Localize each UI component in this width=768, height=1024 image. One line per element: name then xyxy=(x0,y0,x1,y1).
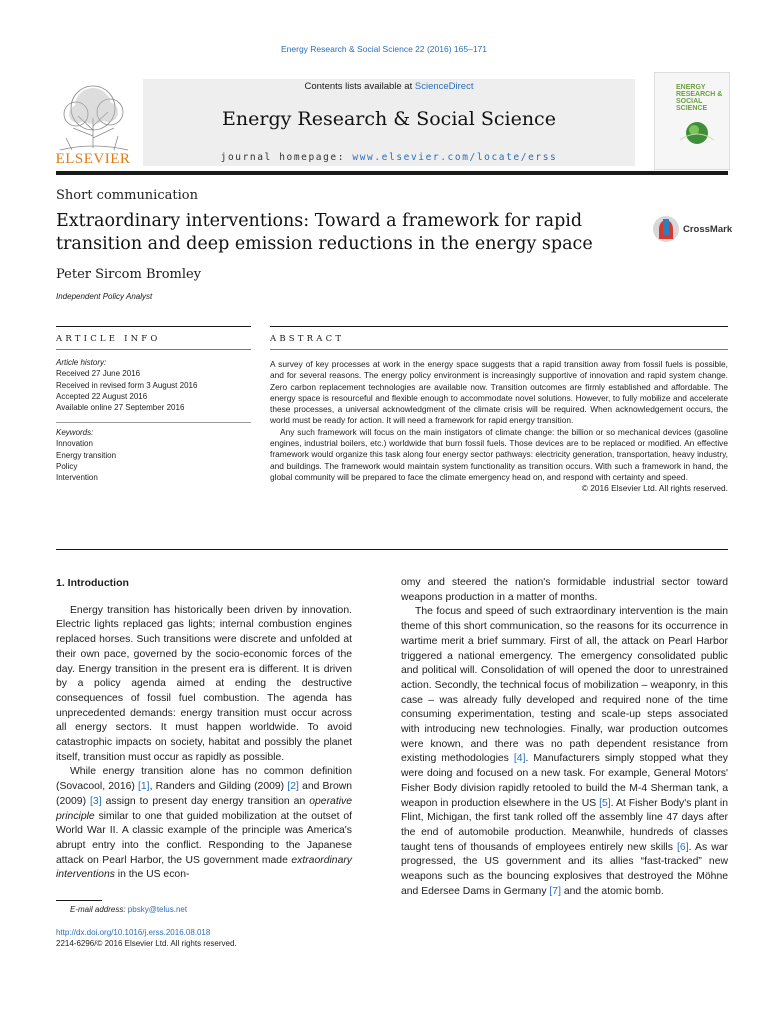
body-right-column xyxy=(401,576,728,899)
doi-line xyxy=(56,927,210,938)
continued-paragraph: omy and steered the nation's formidable industrial sector toward weapons production in a matter of months. xyxy=(401,577,728,603)
keyword-item: Policy xyxy=(56,461,78,471)
article-type: Short communication xyxy=(56,188,198,203)
issn-line: 2214-6296/© 2016 Elsevier Ltd. All rights reserved. xyxy=(56,939,237,948)
email-link[interactable]: pbsky@telus.net xyxy=(127,905,188,914)
keywords-rule xyxy=(56,422,251,423)
copyright-line: © 2016 Elsevier Ltd. All rights reserved. xyxy=(581,483,728,494)
body-left-column xyxy=(56,576,352,883)
crossmark-label[interactable]: CrossMark xyxy=(683,224,733,235)
email-label: E-mail address: xyxy=(70,905,128,914)
text-run: in the US econ- xyxy=(114,869,190,881)
history-received: Received 27 June 2016 xyxy=(56,369,141,379)
text-run: . At Fisher Body's plant in Flint, Michigan, the first tank rolled off the assembly line 47 days after the end of automobile production. Meanwhile, hundreds of classes taught tens of thousands of employees entirely new skills xyxy=(401,797,728,853)
text-run: While energy transition alone has no common definition (Sovacool, 2016) xyxy=(56,766,352,793)
abstract-body xyxy=(270,359,728,495)
emphasis-extraordinary-interventions: extraordinary interventions xyxy=(56,854,352,881)
email-footnote xyxy=(70,904,187,915)
cover-globe-graphic xyxy=(676,118,718,148)
citation-link-7[interactable]: [7] xyxy=(549,885,561,897)
text-run: . Manufacturers simply stopped what they were doing and focused on a new task. For example, General Motors' Fisher Body division rapidly retooled to build the M-4 Sherman tank, a weapon in production elsewhere in the US xyxy=(401,753,728,809)
elsevier-wordmark: ELSEVIER xyxy=(55,151,131,167)
citation-link-2[interactable]: [2] xyxy=(287,781,299,793)
history-accepted: Accepted 22 August 2016 xyxy=(56,391,148,401)
article-info-heading: ARTICLE INFO xyxy=(56,334,161,344)
contents-line xyxy=(143,81,635,92)
author-name: Peter Sircom Bromley xyxy=(56,267,202,282)
abstract-bottom-rule xyxy=(56,549,728,550)
text-run: . As war progressed, the US government and its allies “fast-tracked” new weapons such as the bouncing explosives that destroyed the Möhne and Edersee Dams in Germany xyxy=(401,841,728,897)
intro-paragraph-2 xyxy=(56,765,352,883)
focus-paragraph xyxy=(401,605,728,899)
footnote-rule xyxy=(56,900,102,901)
journal-title: Energy Research & Social Science xyxy=(222,108,556,130)
abstract-paragraph-1: A survey of key processes at work in the energy space suggests that a rapid transition away from fossil fuels is possible, and for several reasons. The energy policy environment is increasingly supportive of innovation and rapid system change. Zero carbon replacement technologies are available now. Transition outcomes are firmly established and affordable. The energy space is resourceful and flexible enough to accommodate novel solutions. However, to fully mobilize and accelerate these processes, a universal acknowledgment of the climate crisis will be required. When acknowledgement occurs, the world must be ready for action. It will need a framework for rapid energy transition. xyxy=(270,359,728,426)
cover-title: ENERGY RESEARCH & SOCIAL SCIENCE xyxy=(676,84,723,112)
history-label: Article history: xyxy=(56,358,107,367)
abstract-heading: ABSTRACT xyxy=(270,334,345,344)
author-affiliation: Independent Policy Analyst xyxy=(56,292,153,301)
text-run: and the atomic bomb. xyxy=(560,885,664,897)
abstract-rule xyxy=(270,326,728,327)
doi-link[interactable]: http://dx.doi.org/10.1016/j.erss.2016.08.018 xyxy=(56,928,211,937)
abstract-subrule xyxy=(270,349,728,350)
homepage-link[interactable]: www.elsevier.com/locate/erss xyxy=(352,152,558,163)
abstract-paragraph-2: Any such framework will focus on the main instigators of climate change: the billion or so mechanical devices (gasoline engines, industrial boilers, etc.) worldwide that burn fossil fuels. Those devices are to be replaced or modified. An effective framework would organize this task along four energy sector pathways: electricity generation, transportation, heavy industry, and buildings. The framework would maintain system functionality as transition occurs. With such a framework in hand, the global community will be prepared to face the climate emergency head on, and respond with certainty and speed. xyxy=(270,426,728,482)
keyword-item: Energy transition xyxy=(56,450,117,460)
article-history xyxy=(56,357,251,413)
citation-link-5[interactable]: [5] xyxy=(599,797,611,809)
citation-link-3[interactable]: [3] xyxy=(90,795,102,807)
text-run: The focus and speed of such extraordinary intervention is the main theme of this short communication, so the reasons for its occurrence in wartime merit a brief summary. First of all, the attack on Pearl Harbor triggered a national emergency. The emergency consolidated public and political will. Consolidation of will opened the door to unrestrained action. Secondly, the technical focus of mobilization – weaponry, in this case – was already fully developed and required none of the time consuming experimentation, testing and scale-up steps associated with introducing new technologies. Finally, war production outcomes were known, and there was no path dependent resistance from existing methodologies xyxy=(401,606,728,765)
keywords-label: Keywords: xyxy=(56,428,94,437)
crossmark-icon[interactable] xyxy=(652,213,680,245)
citation-link-4[interactable]: [4] xyxy=(513,753,526,765)
emphasis-operative-principle: operative principle xyxy=(56,795,352,822)
history-revised: Received in revised form 3 August 2016 xyxy=(56,380,198,390)
section-1-heading: 1. Introduction xyxy=(56,577,129,589)
citation-link-6[interactable]: [6] xyxy=(677,841,689,853)
text-run: and Brown (2009) xyxy=(56,781,353,807)
citation-link-1[interactable]: [1] xyxy=(138,781,150,793)
article-info-subrule xyxy=(56,349,251,350)
keyword-item: Intervention xyxy=(56,473,98,483)
keyword-item: Innovation xyxy=(56,439,93,449)
sciencedirect-link[interactable]: ScienceDirect xyxy=(414,81,474,92)
text-run: similar to one that guided mobilization at the outset of World War II. A classic example of the principle was America's abrupt entry into the conflict. Responding to the Japanese attack on Pearl Harbor, the US government made xyxy=(56,810,352,866)
paper-title: Extraordinary interventions: Toward a framework for rapid transition and deep emission reductions in the energy space xyxy=(56,211,593,254)
journal-reference[interactable]: Energy Research & Social Science 22 (2016) 165–171 xyxy=(280,44,488,54)
text-run: , Randers and Gilding (2009) xyxy=(149,781,288,793)
homepage-prefix: journal homepage: xyxy=(220,152,353,163)
history-online: Available online 27 September 2016 xyxy=(56,403,185,413)
text-run: assign to present day energy transition an xyxy=(101,795,310,807)
journal-homepage xyxy=(143,152,635,163)
keywords xyxy=(56,427,251,483)
intro-paragraph-1: Energy transition has historically been driven by innovation. Electric lights replaced gas lights; internal combustion engines replaced horses. Such transitions were discrete and unfolded at their own pace, governed by the socio-economic forces of the day. Energy transition in the present era is different. It is driven by a policy agenda aimed at ending the destructive consequences of fossil fuel combustion. The agenda has unprecedented demands: energy transition must occur across all energy sectors. It must happen worldwide. To avoid catastrophic impacts on society, habitat and possibly the planet itself, transition must occur as rapidly as possible. xyxy=(56,604,352,763)
contents-prefix: Contents lists available at xyxy=(304,81,415,92)
article-info-rule xyxy=(56,326,251,327)
header-rule xyxy=(56,171,728,175)
